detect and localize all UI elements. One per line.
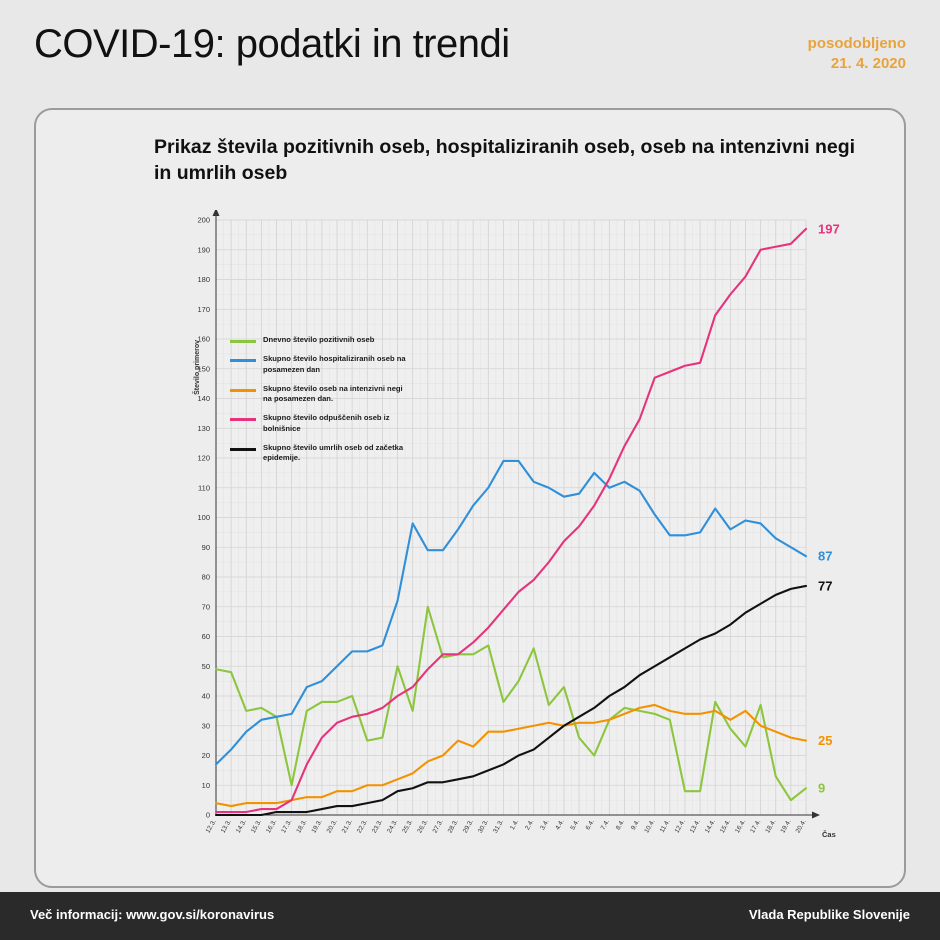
y-tick-label: 120 xyxy=(197,453,210,463)
chart-title: Prikaz števila pozitivnih oseb, hospitaliziranih oseb, oseb na intenzivni negi in umrlih oseb xyxy=(154,136,856,185)
legend-label: Skupno število hospitaliziranih oseb na posamezen dan xyxy=(263,354,406,374)
chart-legend xyxy=(230,335,450,472)
page-title: COVID-19: podatki in trendi xyxy=(34,22,510,66)
legend-color-swatch xyxy=(230,418,256,421)
legend-label: Skupno število odpuščenih oseb iz bolnišnice xyxy=(263,413,390,433)
y-tick-label: 100 xyxy=(197,513,210,522)
x-tick-label: 15.3. xyxy=(249,818,264,835)
legend-item xyxy=(230,335,450,345)
y-tick-label: 50 xyxy=(201,661,210,671)
series-end-value: 9 xyxy=(818,780,826,796)
x-tick-label: 3.4. xyxy=(539,818,551,832)
legend-label: Dnevno število pozitivnih oseb xyxy=(263,335,375,344)
x-tick-label: 31.3. xyxy=(491,818,506,835)
header xyxy=(0,0,940,100)
x-tick-label: 21.3. xyxy=(340,818,354,835)
y-tick-label: 20 xyxy=(201,751,210,760)
x-tick-label: 4.4. xyxy=(554,818,566,832)
x-tick-label: 13.3. xyxy=(219,818,233,835)
x-tick-label: 10.4. xyxy=(643,818,657,835)
x-tick-label: 19.3. xyxy=(310,818,324,835)
x-tick-label: 25.3. xyxy=(401,818,415,835)
y-tick-label: 200 xyxy=(197,215,210,225)
x-tick-label: 29.3. xyxy=(461,818,475,835)
footer-org: Vlada Republike Slovenije xyxy=(748,907,910,922)
y-tick-label: 130 xyxy=(197,423,210,433)
x-tick-label: 17.4. xyxy=(749,818,763,835)
series-end-value: 25 xyxy=(818,733,833,749)
legend-item xyxy=(230,413,450,434)
y-axis-arrow xyxy=(213,210,220,216)
y-tick-label: 180 xyxy=(197,275,210,284)
y-tick-label: 150 xyxy=(197,364,210,374)
series-end-value: 197 xyxy=(818,221,840,237)
x-tick-label: 15.4. xyxy=(718,818,733,835)
x-tick-label: 16.3. xyxy=(265,818,279,835)
x-tick-label: 20.4. xyxy=(794,818,808,835)
x-tick-label: 20.3. xyxy=(325,818,339,835)
y-tick-label: 30 xyxy=(201,721,210,731)
series-end-value: 77 xyxy=(818,578,833,594)
series-end-value: 87 xyxy=(818,548,833,564)
x-tick-label: 6.4. xyxy=(584,818,596,832)
y-tick-label: 160 xyxy=(197,334,210,344)
x-tick-label: 30.3. xyxy=(476,818,491,835)
legend-item xyxy=(230,384,450,405)
legend-color-swatch xyxy=(230,359,256,362)
x-tick-label: 16.4. xyxy=(734,818,748,835)
x-tick-label: 7.4. xyxy=(599,818,612,832)
updated-label: posodobljeno xyxy=(807,35,906,52)
x-tick-label: 22.3. xyxy=(355,818,370,835)
legend-item xyxy=(230,354,450,375)
y-tick-label: 10 xyxy=(201,780,210,790)
legend-color-swatch xyxy=(230,448,256,451)
x-tick-label: 13.4. xyxy=(688,818,702,835)
y-tick-label: 70 xyxy=(201,602,210,612)
x-tick-label: 11.4. xyxy=(658,818,672,834)
chart-card xyxy=(34,108,906,888)
y-tick-label: 110 xyxy=(198,483,210,493)
legend-label: Skupno število oseb na intenzivni negi na posamezen dan. xyxy=(263,383,403,403)
x-tick-label: 17.3. xyxy=(280,818,294,835)
legend-label: Skupno število umrlih oseb od začetka epidemije. xyxy=(263,442,404,462)
footer-info-link[interactable]: Več informacij: www.gov.si/koronavirus xyxy=(30,907,275,922)
x-axis-arrow xyxy=(812,812,820,819)
x-tick-label: 14.4. xyxy=(703,818,717,835)
x-tick-label: 27.3. xyxy=(431,818,445,835)
x-tick-label: 18.3. xyxy=(295,818,309,835)
legend-item xyxy=(230,443,450,464)
y-tick-label: 170 xyxy=(197,304,210,314)
y-tick-label: 0 xyxy=(205,810,210,820)
x-tick-label: 1.4. xyxy=(508,818,521,832)
x-tick-label: 26.3. xyxy=(416,818,430,835)
x-tick-label: 18.4. xyxy=(764,818,778,835)
y-tick-label: 60 xyxy=(201,632,210,641)
x-tick-label: 8.4. xyxy=(614,818,627,832)
x-tick-label: 19.4. xyxy=(779,818,793,835)
footer xyxy=(0,892,940,940)
updated-date: 21. 4. 2020 xyxy=(830,55,906,73)
x-tick-label: 14.3. xyxy=(234,818,248,835)
y-tick-label: 40 xyxy=(201,691,210,701)
y-tick-label: 140 xyxy=(197,394,210,403)
x-tick-label: 2.4. xyxy=(524,818,536,832)
y-tick-label: 80 xyxy=(201,572,210,582)
x-tick-label: 24.3. xyxy=(386,818,400,835)
x-tick-label: 23.3. xyxy=(370,818,385,835)
updated-stamp xyxy=(808,34,906,75)
legend-color-swatch xyxy=(230,340,256,343)
x-tick-label: 9.4. xyxy=(629,818,642,832)
x-tick-label: 12.4. xyxy=(673,818,687,835)
x-tick-label: 28.3. xyxy=(446,818,460,835)
chart-plot-area xyxy=(170,210,856,875)
legend-color-swatch xyxy=(230,389,256,392)
x-tick-label: 12.3. xyxy=(204,818,218,835)
y-axis-label: Število primerov xyxy=(194,340,201,395)
x-axis-title: Čas xyxy=(822,830,836,839)
x-tick-label: 5.4. xyxy=(569,818,581,832)
y-tick-label: 190 xyxy=(197,245,210,255)
y-tick-label: 90 xyxy=(201,542,210,552)
chart-svg xyxy=(170,210,856,875)
